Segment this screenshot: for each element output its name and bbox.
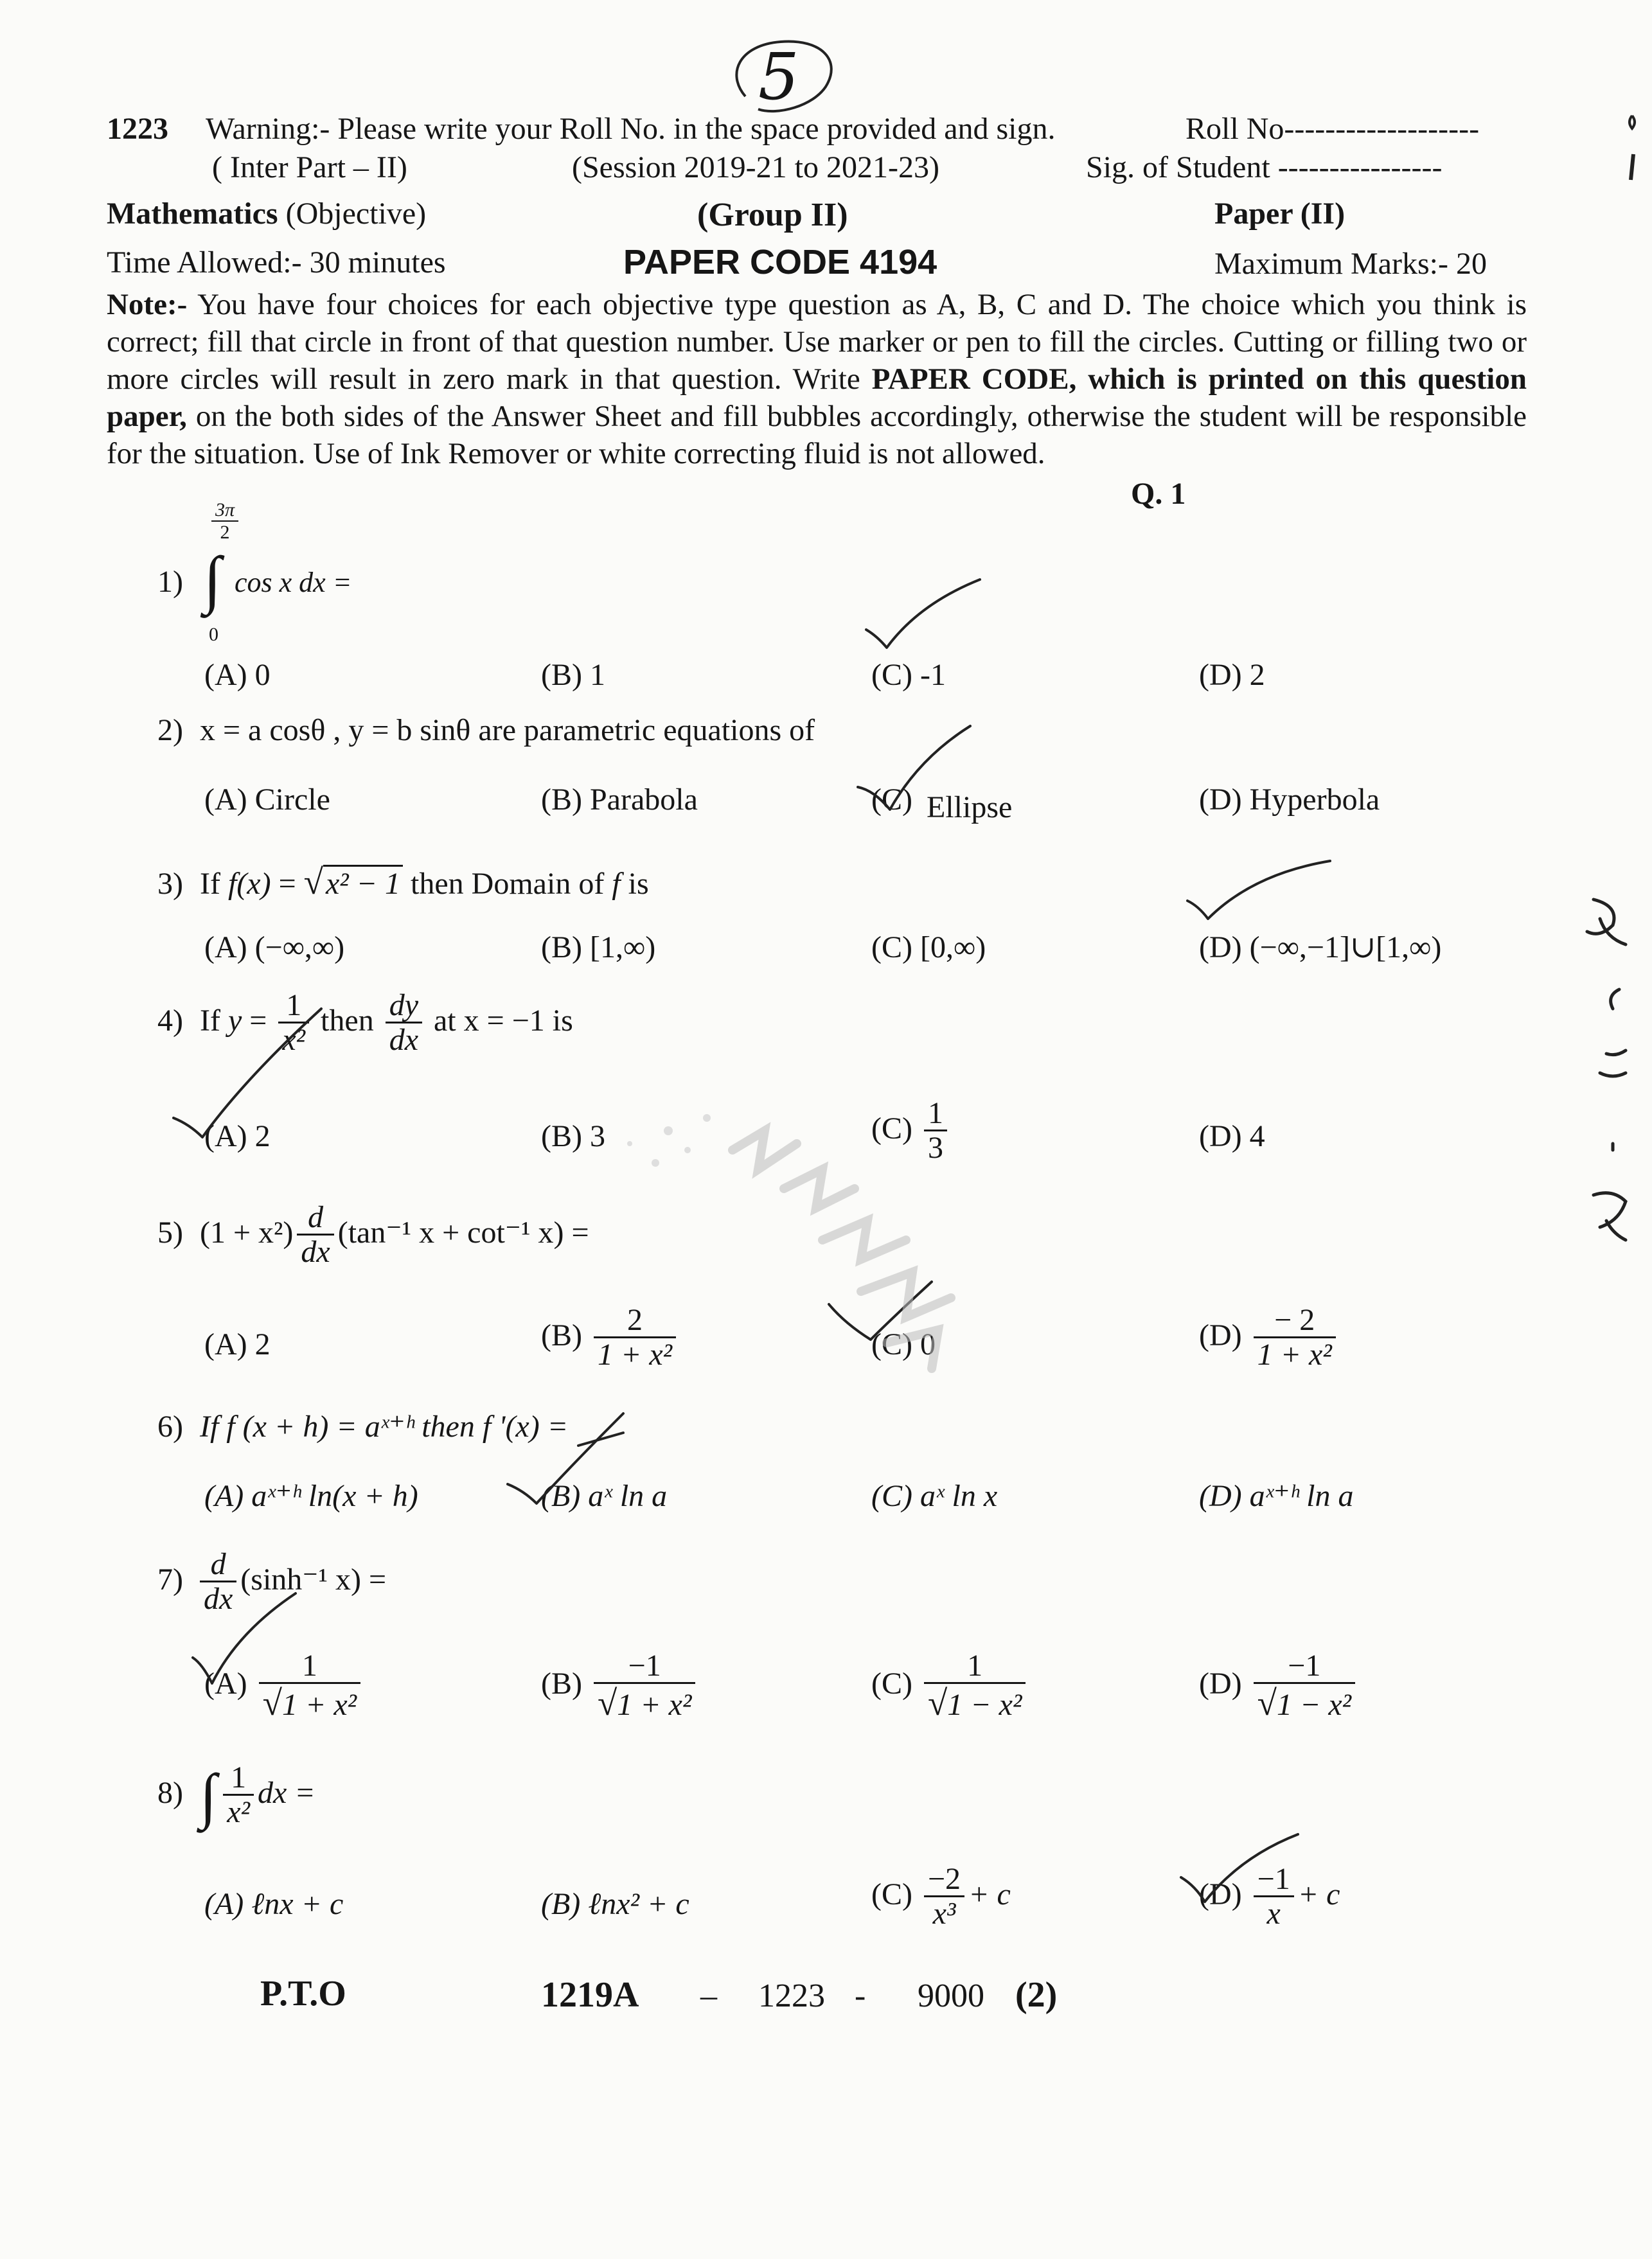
square-root: √x² − 1	[304, 861, 403, 903]
q4-at: at x = −1 is	[426, 1004, 573, 1038]
option-label: (C)	[871, 1112, 912, 1146]
watermark-stamp	[463, 1073, 1041, 1407]
q7-option-d[interactable]	[1199, 1650, 1359, 1723]
upper-limit-numerator: 3π	[215, 499, 235, 520]
question-number: 2)	[157, 713, 183, 747]
option-label: (D)	[1199, 1667, 1242, 1701]
derivative-d-dx: $\frac{d}{dx}$	[200, 1548, 236, 1617]
tick-mark-q3	[1182, 855, 1337, 932]
q8-option-c[interactable]	[871, 1863, 1011, 1931]
fraction-one-over-x-squared: $\frac{1}{\text{x²}}$	[223, 1762, 254, 1830]
q5-post: (tan⁻¹ x + cot⁻¹ x) =	[337, 1216, 589, 1250]
q6-option-a[interactable]: (A) aˣ⁺ʰ ln(x + h)	[204, 1479, 418, 1513]
roll-no-field: Roll No-------------------	[1186, 112, 1480, 146]
option-label: (C)	[871, 1667, 912, 1701]
integral-sign: ∫	[199, 1761, 217, 1830]
q5-pre: (1 + x²)	[199, 1216, 294, 1250]
question-number: 7)	[157, 1563, 183, 1597]
q1-option-a[interactable]: (A) 0	[204, 658, 271, 692]
option-fraction: $\frac{-1}{\text{√1 + x²}}$	[594, 1650, 695, 1723]
tick-mark-q6	[501, 1401, 630, 1510]
q4-eq: =	[242, 1004, 275, 1038]
q8-option-a[interactable]: (A) ℓnx + c	[204, 1887, 344, 1921]
footer-page: (2)	[1015, 1975, 1058, 2015]
session: (Session 2019-21 to 2021-23)	[572, 150, 939, 184]
q3-f: f	[612, 867, 621, 901]
maximum-marks: Maximum Marks:- 20	[1214, 247, 1487, 281]
q8-option-b[interactable]: (B) ℓnx² + c	[541, 1887, 689, 1921]
note-label: Note:-	[107, 288, 188, 321]
question-text: If f (x + h) = aˣ⁺ʰ then f '(x) =	[199, 1410, 569, 1444]
question-8	[157, 1762, 315, 1830]
integral-sign: ∫ $\frac{3\pi}{2}$ 0	[201, 540, 227, 630]
q4-pre: If	[199, 1004, 228, 1038]
q3-post: then Domain of	[403, 867, 612, 901]
q1-option-b[interactable]: (B) 1	[541, 658, 605, 692]
question-number: 6)	[157, 1410, 183, 1444]
tick-mark-q8	[1176, 1831, 1304, 1908]
footer-separator-1: –	[700, 1978, 717, 2014]
q2-option-d[interactable]: (D) Hyperbola	[1199, 783, 1380, 817]
option-fraction: $\frac{-1}{x}$	[1254, 1863, 1294, 1931]
paper: Paper (II)	[1214, 197, 1346, 231]
note-bold-text: PAPER CODE, which is printed on this question paper,	[107, 362, 1527, 433]
subject-type: (Objective)	[285, 197, 427, 231]
question-3	[157, 861, 649, 903]
q3-is: is	[620, 867, 649, 901]
q6-option-b[interactable]: (B) aˣ ln a	[541, 1479, 668, 1513]
option-label: (C)	[871, 783, 912, 817]
q5-option-d[interactable]	[1199, 1304, 1340, 1372]
option-suffix: + c	[968, 1877, 1011, 1912]
time-allowed: Time Allowed:- 30 minutes	[107, 245, 446, 279]
derivative-d-dx: $\frac{d}{dx}$	[297, 1201, 333, 1270]
question-number: 8)	[157, 1776, 183, 1811]
option-label: (B)	[541, 1318, 582, 1353]
tick-mark-q7	[186, 1587, 302, 1690]
option-fraction: $\frac{-1}{\text{√1 − x²}}$	[1254, 1650, 1355, 1723]
q3-option-b[interactable]: (B) [1,∞)	[541, 930, 656, 964]
pto-label: P.T.O	[260, 1974, 346, 2014]
q3-pre: If	[199, 867, 228, 901]
question-text: x = a cosθ , y = b sinθ are parametric equations of	[199, 713, 815, 747]
q1-option-c[interactable]: (C) -1	[871, 658, 946, 692]
instructions-note	[107, 286, 1527, 472]
q5-option-c[interactable]: (C) 0	[871, 1327, 936, 1361]
subject: Mathematics	[107, 197, 278, 231]
subject-line	[107, 195, 426, 233]
question-number: 1)	[157, 565, 183, 599]
q2-option-b[interactable]: (B) Parabola	[541, 783, 698, 817]
derivative-dy-dx: $\frac{dy}{dx}$	[386, 989, 422, 1058]
q3-option-d[interactable]: (D) (−∞,−1]∪[1,∞)	[1199, 930, 1442, 964]
option-label: (D)	[1199, 1877, 1242, 1912]
q4-option-d[interactable]: (D) 4	[1199, 1119, 1265, 1153]
question-number: 5)	[157, 1216, 183, 1250]
option-fraction: $\frac{1}{\text{√1 − x²}}$	[924, 1650, 1026, 1723]
q6-option-c[interactable]: (C) aˣ ln x	[871, 1479, 998, 1513]
upper-limit-denominator: 2	[211, 520, 238, 543]
student-signature-field: Sig. of Student ----------------	[1086, 150, 1443, 184]
q3-fx: f(x)	[227, 867, 271, 901]
warning-text: Warning:- Please write your Roll No. in the space provided and sign.	[206, 112, 1056, 146]
option-fraction: $\frac{1}{\text{√1 + x²}}$	[259, 1650, 360, 1723]
inter-part: ( Inter Part – II)	[212, 150, 407, 184]
option-label: (A)	[204, 1667, 247, 1701]
tick-mark-q1	[861, 572, 990, 655]
q3-eq: =	[271, 867, 304, 901]
fraction-one-third: $\frac{1}{3}$	[924, 1097, 947, 1165]
q3-option-c[interactable]: (C) [0,∞)	[871, 930, 986, 964]
q2-option-a[interactable]: (A) Circle	[204, 783, 330, 817]
q7-post: (sinh⁻¹ x) =	[240, 1563, 387, 1597]
option-fraction: $\frac{2}{\text{1 + x²}}$	[594, 1304, 676, 1372]
question-paper-code: 1223	[107, 112, 168, 146]
footer-code: 1219A	[541, 1975, 639, 2015]
fraction-one-over-x-squared: $\frac{1}{\text{x²}}$	[278, 989, 309, 1058]
tick-mark-q2	[855, 720, 983, 816]
option-label: (B)	[541, 1667, 582, 1701]
q4-option-b[interactable]: (B) 3	[541, 1119, 605, 1153]
margin-handwriting	[1568, 887, 1645, 1259]
question-2	[157, 712, 815, 749]
tick-mark-q4	[167, 1002, 334, 1144]
radicand: x² − 1	[323, 865, 403, 901]
option-label: (D)	[1199, 1318, 1242, 1353]
q5-option-a[interactable]: (A) 2	[204, 1327, 271, 1361]
paper-code: PAPER CODE 4194	[623, 243, 937, 281]
q7-option-c[interactable]	[871, 1650, 1029, 1723]
question-number: 4)	[157, 1004, 183, 1038]
q8-post: dx =	[257, 1776, 315, 1811]
footer-number-1: 1223	[758, 1978, 825, 2014]
option-text: Ellipse	[926, 790, 1013, 824]
footer-number-2: 9000	[918, 1978, 984, 2014]
integrand: cos x dx =	[234, 567, 352, 599]
option-suffix: + c	[1297, 1877, 1340, 1912]
q4-y: y	[227, 1004, 242, 1038]
margin-scribble	[1619, 109, 1645, 186]
option-label: (C)	[871, 1877, 912, 1912]
handwritten-number: 5	[758, 39, 799, 114]
q6-option-d[interactable]: (D) aˣ⁺ʰ ln a	[1199, 1479, 1354, 1513]
question-number: 3)	[157, 867, 183, 901]
q4-option-a[interactable]: (A) 2	[204, 1119, 271, 1153]
group: (Group II)	[697, 197, 848, 233]
q1-option-d[interactable]: (D) 2	[1199, 658, 1265, 692]
q4-then: then	[313, 1004, 382, 1038]
note-text-2: on the both sides of the Answer Sheet and fill bubbles accordingly, otherwise the student will be responsible for the situation. Use of Ink Remover or white correcting fluid is not allowed.	[107, 400, 1527, 470]
option-fraction: $\frac{-2}{\text{x³}}$	[924, 1863, 964, 1931]
note-text-1: You have four choices for each objective type question as A, B, C and D. The choice which you think is correct; fill that circle in front of that question number. Use marker or pen to fill the circles. Cutting or filling two or more circles will result in zero mark in that question. Write	[107, 288, 1527, 396]
question-label: Q. 1	[1131, 477, 1186, 511]
option-fraction: $\frac{- 2}{\text{1 + x²}}$	[1254, 1304, 1336, 1372]
q7-option-b[interactable]	[541, 1650, 699, 1723]
lower-limit: 0	[208, 624, 218, 645]
q3-option-a[interactable]: (A) (−∞,∞)	[204, 930, 345, 964]
footer-separator-2: -	[855, 1978, 866, 2014]
